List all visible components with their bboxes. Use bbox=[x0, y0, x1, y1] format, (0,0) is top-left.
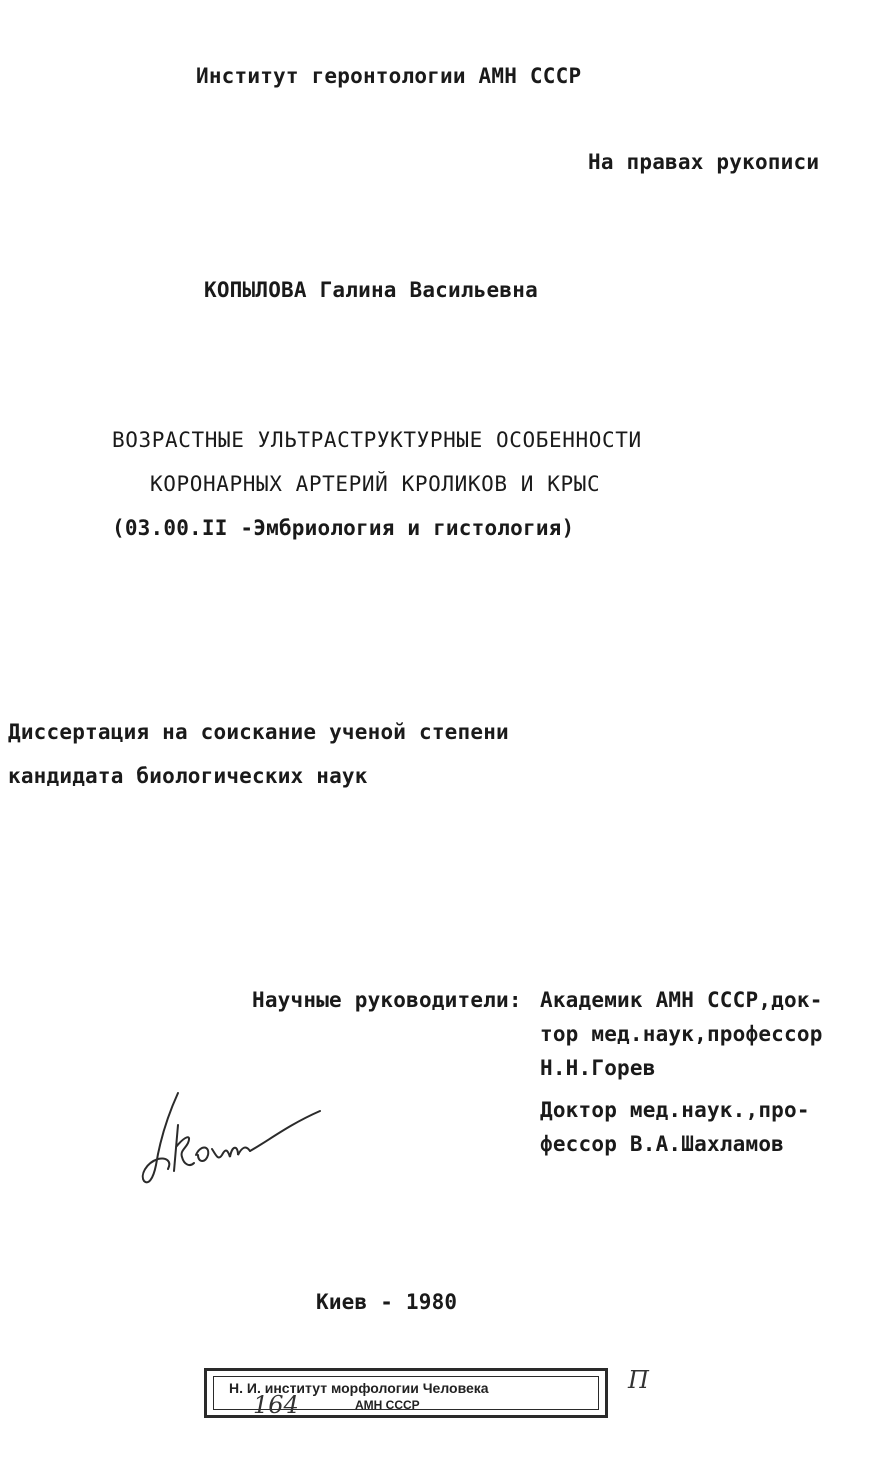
supervisor-1-line-3: Н.Н.Горев bbox=[540, 1056, 656, 1080]
stamp-academy-text: АМН СССР bbox=[355, 1398, 420, 1412]
degree-line-2: кандидата биологических наук bbox=[8, 764, 368, 788]
author-signature bbox=[138, 1085, 328, 1195]
supervisor-1-line-1: Академик АМН СССР,док- bbox=[540, 988, 823, 1012]
author-name: КОПЫЛОВА Галина Васильевна bbox=[204, 278, 538, 302]
stamp-inventory-number: 164 bbox=[253, 1391, 299, 1419]
specialty-code: (03.00.II -Эмбриология и гистология) bbox=[112, 516, 575, 540]
stamp-institute-text: Н. И. институт морфологии Человека bbox=[229, 1380, 489, 1396]
place-and-year: Киев - 1980 bbox=[316, 1290, 458, 1314]
title-line-1: ВОЗРАСТНЫЕ УЛЬТРАСТРУКТУРНЫЕ ОСОБЕННОСТИ bbox=[112, 428, 642, 452]
supervisor-2-line-2: фессор В.А.Шахламов bbox=[540, 1132, 785, 1156]
library-stamp bbox=[204, 1368, 608, 1418]
margin-handwritten-mark: П bbox=[628, 1366, 649, 1394]
degree-line-1: Диссертация на соискание ученой степени bbox=[8, 720, 509, 744]
institute-name: Институт геронтологии АМН СССР bbox=[196, 64, 582, 88]
supervisor-1-line-2: тор мед.наук,профессор bbox=[540, 1022, 823, 1046]
title-line-2: КОРОНАРНЫХ АРТЕРИЙ КРОЛИКОВ И КРЫС bbox=[150, 472, 601, 496]
supervisors-label: Научные руководители: bbox=[252, 988, 522, 1012]
supervisor-2-line-1: Доктор мед.наук.,про- bbox=[540, 1098, 810, 1122]
manuscript-note: На правах рукописи bbox=[588, 150, 820, 174]
